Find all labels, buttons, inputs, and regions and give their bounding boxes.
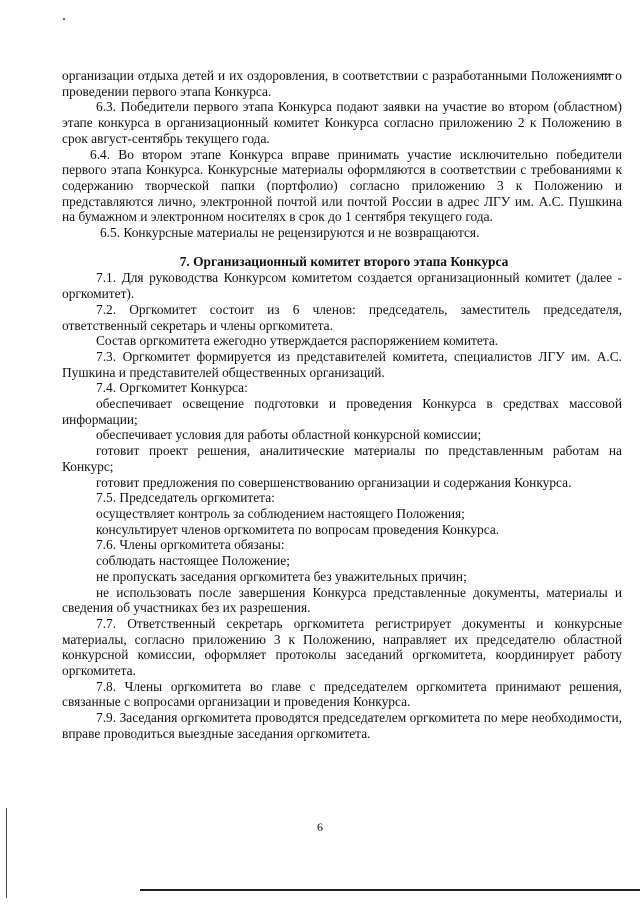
paragraph-7-7: 7.7. Ответственный секретарь оргкомитета регистрирует документы и конкурсные материалы, согласно приложению 3 к Положению, направляет их председателю областной конкурсной комиссии, оформляет протоколы заседаний оргкомитета, координирует работу оргкомитета. [62, 615, 622, 679]
section-heading-7: 7. Организационный комитет второго этапа Конкурса [179, 253, 509, 269]
paragraph-committee-composition: Состав оргкомитета ежегодно утверждается распоряжением комитета. [96, 333, 499, 349]
list-item-consults: консультирует членов оргкомитета по вопросам проведения Конкурса. [96, 521, 500, 537]
list-item-draft-decision: готовит проект решения, аналитические материалы по представленным работам на Конкурс; [62, 443, 622, 474]
list-item-media-coverage: обеспечивает освещение подготовки и проведения Конкурса в средствах массовой информации; [62, 396, 622, 427]
scan-bottom-edge [140, 889, 640, 891]
list-item-materials-use: не использовать после завершения Конкурса представленные документы, материалы и сведения об участниках без их разрешения. [62, 584, 622, 616]
paragraph-7-2: 7.2. Оргкомитет состоит из 6 членов: председатель, заместитель председателя, ответственный секретарь и члены оргкомитета. [62, 301, 622, 333]
paragraph-continuation: организации отдыха детей и их оздоровления, в соответствии с разработанными Положениями о проведении первого этапа Конкурса. [62, 68, 622, 99]
paragraph-6-3: 6.3. Победители первого этапа Конкурса подают заявки на участие во втором (областном) этапе конкурса в организационный комитет Конкурса согласно приложению 2 к Положению в срок август-сентябрь текущего года. [62, 99, 622, 146]
paragraph-6-5: 6.5. Конкурсные материалы не рецензируются и не возвращаются. [100, 225, 480, 241]
paragraph-7-5: 7.5. Председатель оргкомитета: [96, 490, 275, 506]
page-number: 6 [317, 820, 323, 834]
scan-edge-mark [6, 808, 7, 898]
list-item-attendance: не пропускать заседания оргкомитета без уважительных причин; [96, 568, 467, 584]
scan-speck [63, 18, 65, 20]
paragraph-6-4: 6.4. Во втором этапе Конкурса вправе принимать участие исключительно победители первого этапа Конкурса. Конкурсные материалы оформляются в соответствии с требованиями к содержанию творческой папки (портфолио) согласно приложению 3 к Положению и представляются лично, электронной почтой или почтой России в адрес ЛГУ им. А.С. Пушкина на бумажном и электронном носителях в срок до 1 сентября текущего года. [62, 146, 622, 225]
paragraph-7-9: 7.9. Заседания оргкомитета проводятся председателем оргкомитета по мере необходимости, вправе проводиться выездные заседания оргкомитета. [62, 710, 622, 741]
list-item-commission-conditions: обеспечивает условия для работы областной конкурсной комиссии; [96, 427, 482, 443]
document-body [62, 68, 622, 742]
paragraph-7-6: 7.6. Члены оргкомитета обязаны: [96, 537, 285, 553]
paragraph-7-1: 7.1. Для руководства Конкурсом комитетом создается организационный комитет (далее - оргкомитет). [62, 270, 622, 302]
list-item-control: осуществляет контроль за соблюдением настоящего Положения; [96, 505, 465, 521]
paragraph-7-4: 7.4. Оргкомитет Конкурса: [96, 380, 248, 396]
paragraph-7-3: 7.3. Оргкомитет формируется из представителей комитета, специалистов ЛГУ им. А.С. Пушкина и представителей общественных организаций. [62, 348, 622, 380]
list-item-comply: соблюдать настоящее Положение; [96, 553, 290, 569]
paragraph-7-8: 7.8. Члены оргкомитета во главе с председателем оргкомитета принимают решения, связанные с вопросами организации и проведения Конкурса. [62, 678, 622, 710]
list-item-proposals: готовит предложения по совершенствованию организации и содержания Конкурса. [96, 474, 572, 490]
